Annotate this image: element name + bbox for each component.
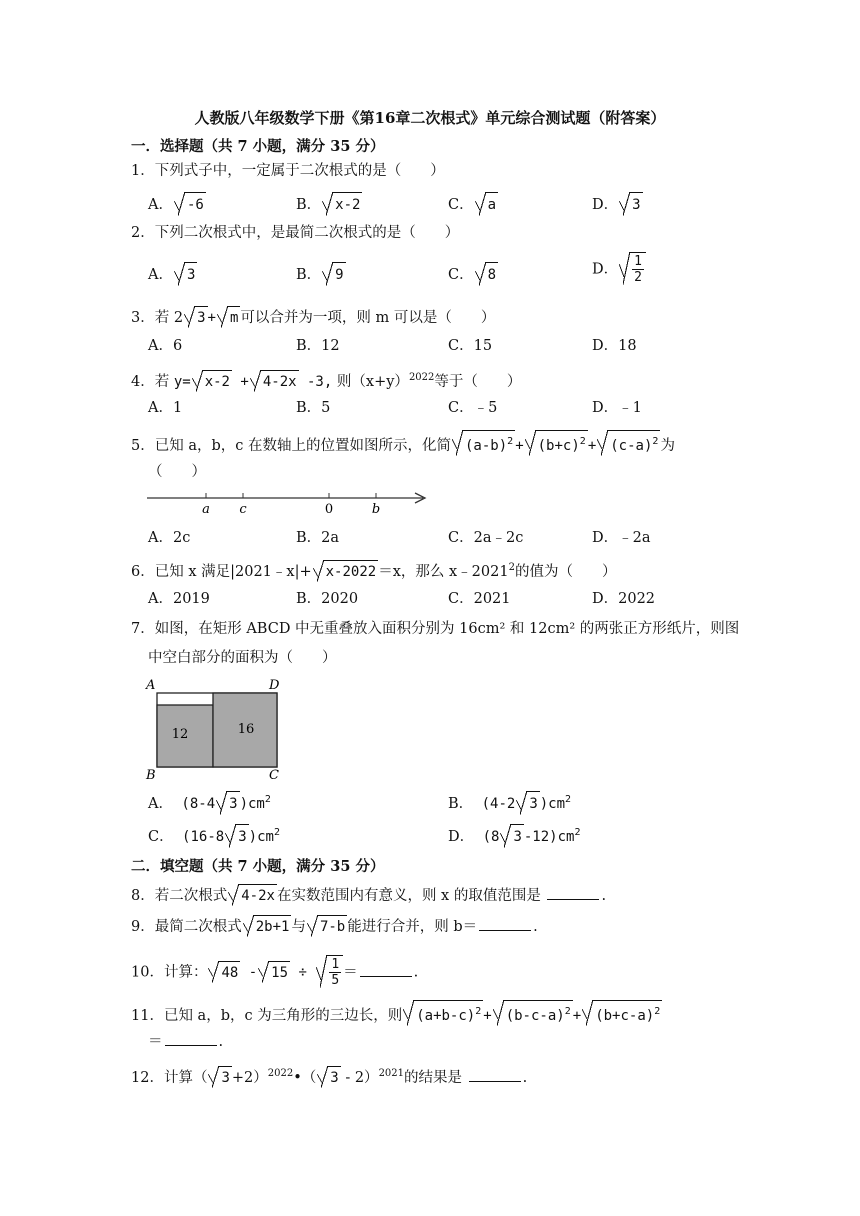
q1-option-a: A． -6 bbox=[148, 192, 206, 216]
q2-option-d: D． $\frac{1}{2}$ bbox=[592, 252, 646, 285]
page-title: 人教版八年级数学下册《第16章二次根式》单元综合测试题（附答案） bbox=[194, 109, 666, 127]
label-c: c bbox=[239, 502, 247, 516]
vertex-c-label: C bbox=[269, 768, 279, 783]
q5-option-c: C．2a﹣2c bbox=[448, 530, 524, 546]
q2-option-b: B． 9 bbox=[296, 262, 346, 286]
q4-option-a: A．1 bbox=[148, 400, 183, 416]
question-7-line-1: 7．如图，在矩形 ABCD 中无重叠放入面积分别为 16cm² 和 12cm² 的两张正方形纸片，则图 bbox=[131, 621, 740, 637]
q1-option-d: D． 3 bbox=[592, 192, 643, 216]
question-5-options bbox=[148, 527, 708, 549]
q6-option-c: C．2021 bbox=[448, 591, 511, 607]
q3-option-a: A．6 bbox=[148, 338, 183, 354]
answer-blank[interactable] bbox=[360, 964, 412, 977]
q1-option-b: B． x-2 bbox=[296, 192, 362, 216]
q3-option-d: D．18 bbox=[592, 338, 637, 354]
label-a: a bbox=[202, 502, 210, 516]
q4-option-c: C．﹣5 bbox=[448, 400, 498, 416]
q2-option-c: C． 8 bbox=[448, 262, 498, 286]
question-12-stem: 12．计算（ 3 +2）$^{2022}$•（ 3 - 2）$^{2021}$的结果是 . bbox=[131, 1068, 528, 1086]
rectangle-figure bbox=[144, 675, 294, 783]
q5-option-b: B．2a bbox=[296, 530, 340, 546]
question-5-answer-paren: （ ） bbox=[148, 464, 206, 480]
q7-option-b: B． (4-2 3 )$cm^2$ bbox=[448, 789, 571, 815]
square-12-label: 12 bbox=[171, 727, 189, 742]
answer-blank[interactable] bbox=[165, 1033, 217, 1046]
q3-option-b: B．12 bbox=[296, 338, 340, 354]
question-2-options bbox=[148, 254, 708, 285]
q6-option-a: A．2019 bbox=[148, 591, 210, 607]
q1-option-c: C． a bbox=[448, 192, 498, 216]
square-16-label: 16 bbox=[237, 722, 255, 737]
question-11-stem: 11．已知 a，b，c 为三角形的三边长，则 $(a+b-c)^2 + (b-c-a)^2 + (b+c-a)^2$ bbox=[131, 1000, 662, 1026]
q7-option-c: C． (16-8 3 )$cm^2$ bbox=[148, 822, 280, 848]
vertex-d-label: D bbox=[269, 678, 280, 693]
vertex-a-label: A bbox=[146, 678, 156, 693]
question-11-answer-line: ＝ . bbox=[148, 1034, 224, 1050]
vertex-b-label: B bbox=[146, 768, 156, 783]
question-1-stem: 1．下列式子中，一定属于二次根式的是（ ） bbox=[131, 163, 445, 179]
q6-option-b: B．2020 bbox=[296, 591, 359, 607]
answer-blank[interactable] bbox=[479, 918, 531, 931]
question-4-stem: 4．若 y= x-2 + 4-2x -3, 则$(x+y)^{2022}$等于（ ） bbox=[131, 372, 522, 390]
q3-option-c: C．15 bbox=[448, 338, 493, 354]
section-fill-heading: 二．填空题（共 7 小题，满分 35 分） bbox=[131, 858, 385, 875]
question-1-options bbox=[148, 192, 708, 214]
q4-option-d: D．﹣1 bbox=[592, 400, 642, 416]
answer-blank[interactable] bbox=[547, 887, 599, 900]
question-7-options-row-2 bbox=[148, 822, 748, 844]
q4-option-b: B．5 bbox=[296, 400, 331, 416]
label-0: 0 bbox=[324, 502, 334, 516]
q5-option-d: D．﹣2a bbox=[592, 530, 651, 546]
q2-option-a: A． 3 bbox=[148, 262, 197, 286]
question-6-stem: 6．已知 x 满足|2021﹣x|+ x-2022 ＝x，那么 x﹣2021$^2$的值为（ ） bbox=[131, 562, 617, 580]
question-9-stem: 9．最简二次根式 2b+1 与 7-b 能进行合并，则 b＝ . bbox=[131, 915, 538, 937]
q6-option-d: D．2022 bbox=[592, 591, 656, 607]
number-line-figure bbox=[147, 486, 437, 516]
question-2-stem: 2．下列二次根式中，是最简二次根式的是（ ） bbox=[131, 225, 460, 241]
question-8-stem: 8．若二次根式 4-2x 在实数范围内有意义，则 x 的取值范围是 . bbox=[131, 884, 606, 906]
question-3-stem: 3．若 2 3 + m 可以合并为一项，则 m 可以是（ ） bbox=[131, 306, 495, 328]
question-7-line-2: 中空白部分的面积为（ ） bbox=[148, 650, 337, 666]
question-5-stem: 5．已知 a，b，c 在数轴上的位置如图所示，化简 $(a-b)^2 + (b+c)^2 + (c-a)^2$ 为 bbox=[131, 430, 675, 456]
section-choice-heading: 一．选择题（共 7 小题，满分 35 分） bbox=[131, 138, 385, 155]
label-b: b bbox=[371, 502, 381, 516]
q5-option-a: A．2c bbox=[148, 530, 191, 546]
q7-option-d: D． (8 3 $-12)cm^2$ bbox=[448, 822, 580, 848]
question-7-options-row-1 bbox=[148, 789, 748, 811]
question-6-options bbox=[148, 588, 708, 610]
answer-blank[interactable] bbox=[469, 1069, 521, 1082]
question-10-stem: 10．计算： 48 - 15 ÷ $\frac{1}{5}$ ＝ . bbox=[131, 957, 419, 988]
question-3-options bbox=[148, 335, 708, 357]
question-4-options bbox=[148, 397, 708, 419]
q7-option-a: A． (8-4 3 )$cm^2$ bbox=[148, 789, 271, 815]
